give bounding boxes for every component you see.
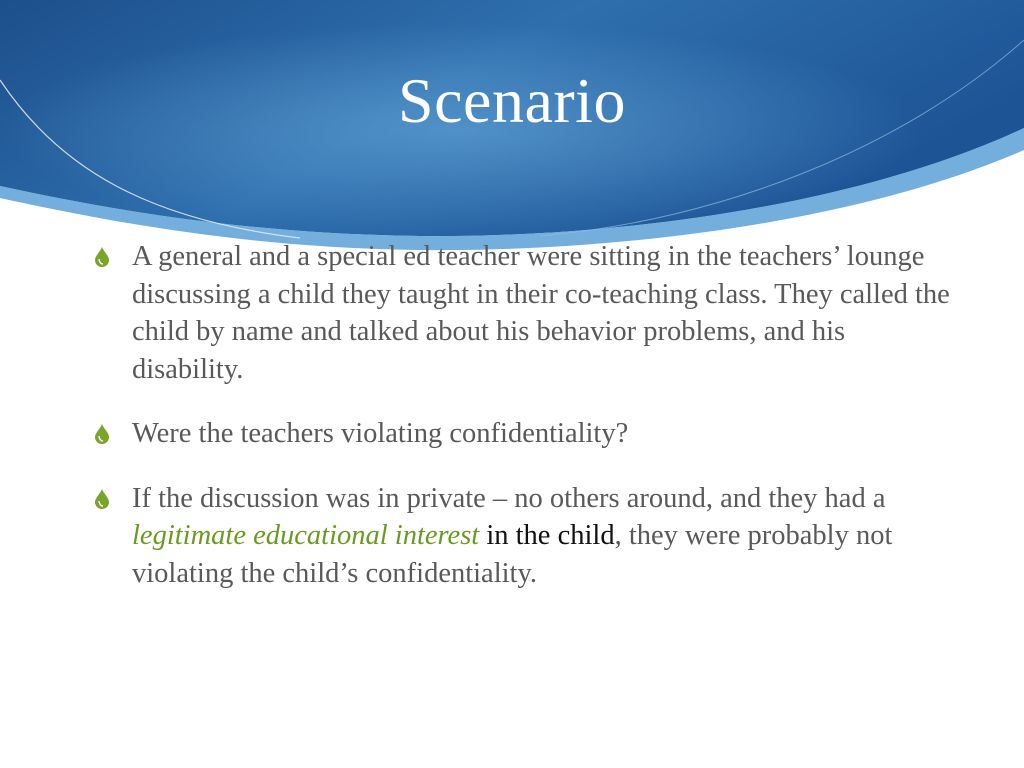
- bullet-item: [94, 415, 954, 453]
- bullet-text-part: If the discussion was in private – no others around, and they had a: [132, 482, 886, 514]
- leaf-drop-icon: [94, 424, 110, 444]
- bullet-item: [94, 480, 954, 593]
- leaf-drop-icon: [94, 247, 110, 267]
- emphasis-text: legitimate educational interest: [132, 520, 480, 551]
- bullet-text: Were the teachers violating confidentiality?: [132, 418, 629, 449]
- bullet-text-part: , they were probably not violating the child’s confidentiality.: [132, 520, 893, 589]
- highlight-text: in the child: [479, 520, 615, 551]
- slide-title: Scenario: [398, 65, 626, 136]
- leaf-drop-icon: [94, 489, 110, 509]
- bullet-text: A general and a special ed teacher were sitting in the teachers’ lounge discussing a child they taught in their co-teaching class. They called the child by name and talked about his behavior problems, and his disability.: [132, 241, 950, 385]
- bullet-list: [94, 238, 954, 619]
- bullet-item: [94, 238, 954, 388]
